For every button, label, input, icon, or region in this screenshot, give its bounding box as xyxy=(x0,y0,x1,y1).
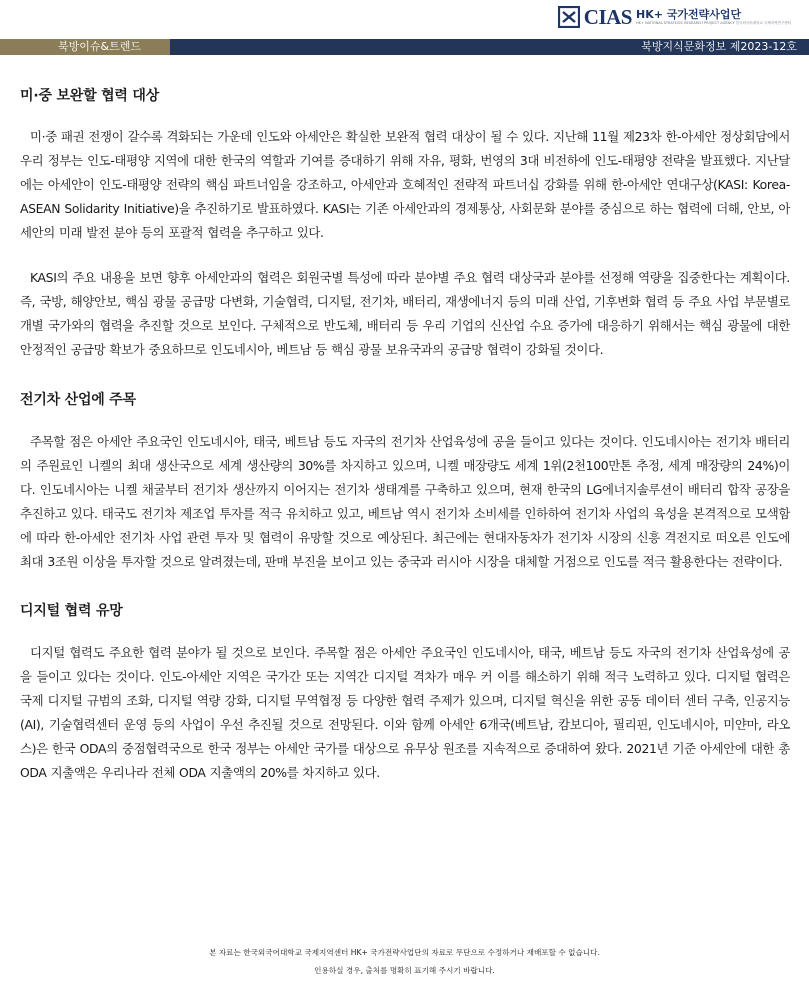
logo-title: HK+ 국가전략사업단 xyxy=(635,7,742,21)
cias-emblem-icon xyxy=(558,6,580,28)
paragraph: 주목할 점은 아세안 주요국인 인도네시아, 태국, 베트남 등도 자국의 전기차 산업육성에 공을 들이고 있다는 것이다. 인도네시아는 전기차 배터리의 주원료인 니켈의 최대 생산국으로 세계 생산량의 30%를 차지하고 있으며, 니켈 매장량도 세계 1위(2천100만톤 추정, 세계 매장량의 24%)이다. 인도네시아는 니켈 채굴부터 전기차 생산까지 이어지는 전기차 생태계를 구축하고 있으며, 현재 한국의 LG에너지솔루션이 배터리 합작 공장을 추진하고 있다. 태국도 전기차 제조업 투자를 적극 유치하고 있고, 베트남 역시 전기차 소비세를 인하하여 전기차 사업의 육성을 본격적으로 모색함에 따라 한-아세안 전기차 사업 관련 투자 및 협력이 유망할 것으로 예상된다. 최근에는 현대자동차가 전기차 시장의 신흥 격전지로 떠오른 인도에 최대 3조원 이상을 투자할 것으로 알려졌는데, 판매 부진을 보이고 있는 중국과 러시아 시장을 대체할 거점으로 인도를 적극 활용한다는 전략이다. xyxy=(20,434,790,569)
section-title: 디지털 협력 유망 xyxy=(20,603,123,619)
logo-subtitle: HK+ NATIONAL STRATEGIC RESEARCH PROJECT AGENCY 한국외국어대학교 국제지역연구센터 xyxy=(635,20,791,25)
document-body xyxy=(20,78,790,785)
header-bar xyxy=(0,39,809,55)
footer-notice xyxy=(0,944,809,980)
header-publication-label: 북방지식문화정보 제2023-12호 xyxy=(641,40,797,53)
logo-brand: CIAS xyxy=(583,5,632,29)
cias-logo xyxy=(558,6,791,28)
header-section-label: 북방이슈&트렌드 xyxy=(0,39,170,55)
footer-line: 본 자료는 한국외국어대학교 국제지역센터 HK+ 국가전략사업단의 자료로 무단으로 수정하거나 재배포할 수 없습니다. xyxy=(209,948,600,957)
section-title: 미·중 보완할 협력 대상 xyxy=(20,88,160,104)
paragraph: KASI의 주요 내용을 보면 향후 아세안과의 협력은 회원국별 특성에 따라 분야별 주요 협력 대상국과 분야를 선정해 역량을 집중한다는 계획이다. 즉, 국방, 해양안보, 핵심 광물 공급망 다변화, 기술협력, 디지털, 전기차, 배터리, 재생에너지 등의 미래 산업, 기후변화 협력 등 주요 사업 부문별로 개별 국가와의 협력을 추진할 것으로 보인다. 구체적으로 반도체, 배터리 등 우리 기업의 신산업 수요 증가에 대응하기 위해서는 핵심 광물에 대한 안정적인 공급망 확보가 중요하므로 인도네시아, 베트남 등 핵심 광물 보유국과의 공급망 협력이 강화될 것이다. xyxy=(20,270,790,357)
paragraph: 디지털 협력도 주요한 협력 분야가 될 것으로 보인다. 주목할 점은 아세안 주요국인 인도네시아, 태국, 베트남 등도 자국의 전기차 산업육성에 공을 들이고 있다는 것이다. 인도-아세안 지역은 국가간 또는 지역간 디지털 격차가 매우 커 이를 해소하기 위해 적극 노력하고 있다. 디지털 협력은 국제 디지털 규범의 조화, 디지털 역량 강화, 디지털 무역협정 등 다양한 협력 주제가 있으며, 디지털 혁신을 위한 공동 데이터 센터 구축, 인공지능(AI), 기술협력센터 운영 등의 사업이 우선 추진될 것으로 전망된다. 이와 함께 아세안 6개국(베트남, 캄보디아, 필리핀, 인도네시아, 미얀마, 라오스)은 한국 ODA의 중점협력국으로 한국 정부는 아세안 국가를 대상으로 유무상 원조를 지속적으로 증대하여 왔다. 2021년 기준 아세안에 대한 총 ODA 지출액은 우리나라 전체 ODA 지출액의 20%를 차지하고 있다. xyxy=(20,645,790,780)
paragraph: 미·중 패권 전쟁이 갈수록 격화되는 가운데 인도와 아세안은 확실한 보완적 협력 대상이 될 수 있다. 지난해 11월 제23차 한-아세안 정상회담에서 우리 정부는 인도-태평양 지역에 대한 한국의 역할과 기여를 증대하기 위해 자유, 평화, 번영의 3대 비전하에 인도-태평양 전략을 발표했다. 지난달에는 아세안이 인도-태평양 전략의 핵심 파트너임을 강조하고, 아세안과 호혜적인 전략적 파트너십 강화를 위해 한-아세안 연대구상(KASI: Korea-ASEAN Solidarity Initiative)을 추진하기로 발표하였다. KASI는 기존 아세안과의 경제통상, 사회문화 분야를 중심으로 하는 협력에 더해, 안보, 아세안의 미래 발전 분야 등의 포괄적 협력을 추구하고 있다. xyxy=(20,129,790,240)
section-title: 전기차 산업에 주목 xyxy=(20,392,136,408)
footer-line: 인용하실 경우, 출처를 명확히 표기해 주시기 바랍니다. xyxy=(314,966,495,975)
